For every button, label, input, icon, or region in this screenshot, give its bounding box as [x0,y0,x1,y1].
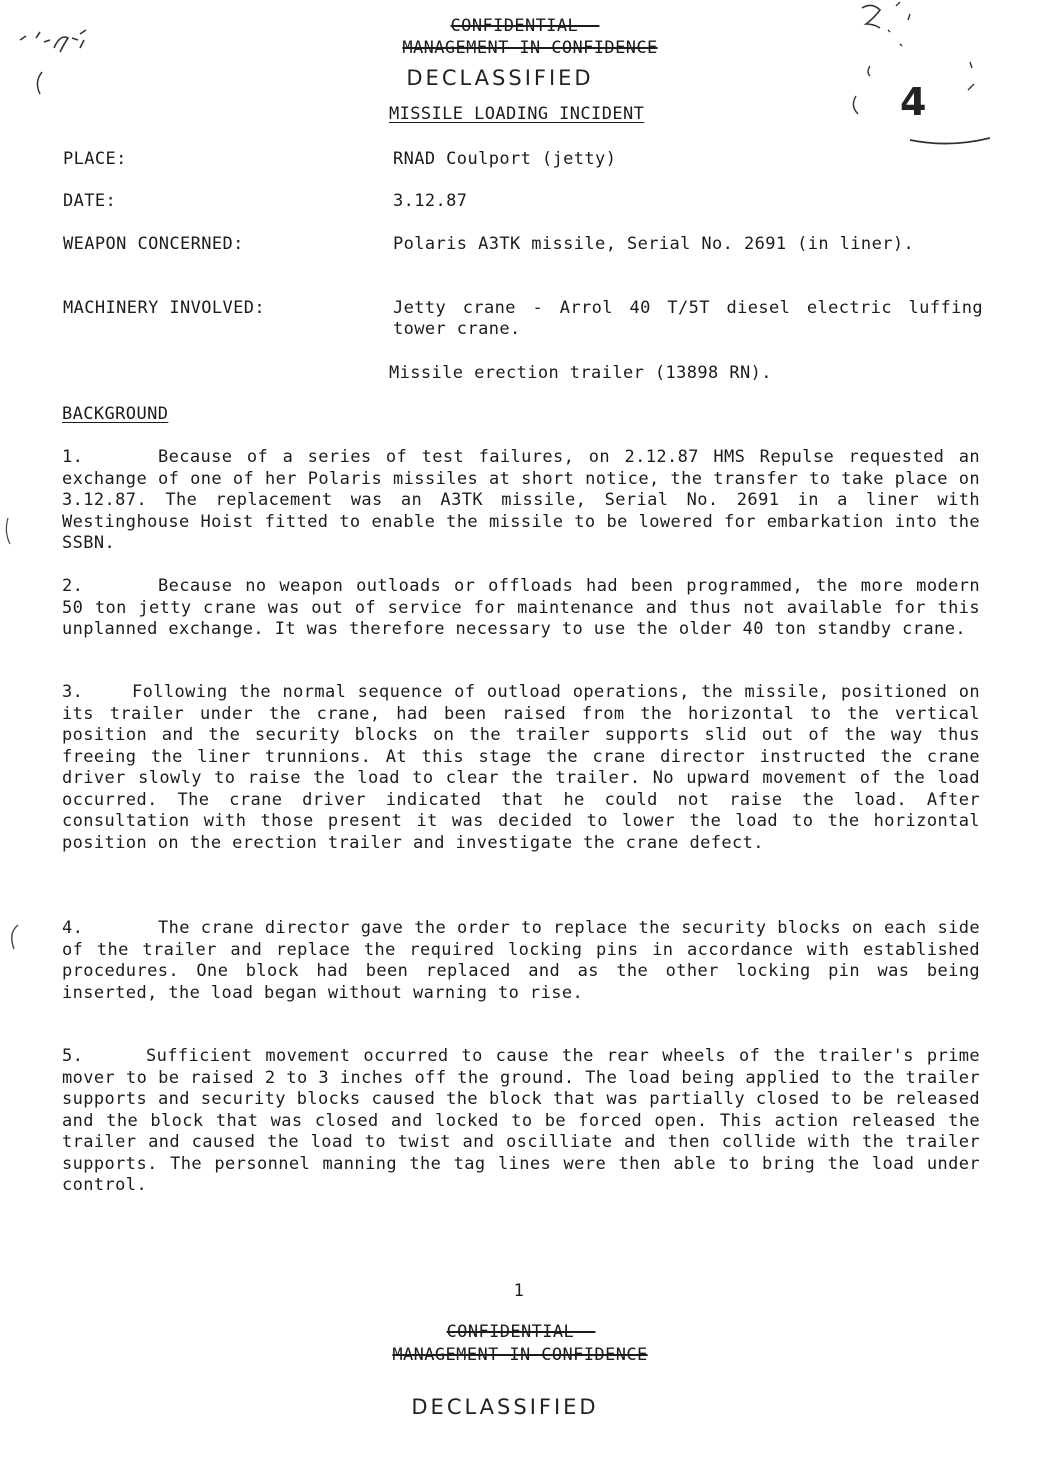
paragraph-text: Sufficient movement occurred to cause the rear wheels of the trailer's prime mover to be raised 2 to 3 inches off the ground. The load being applied to the trailer supports and security blocks caused the block that was partially closed to be released and the block that was closed and locked to be forced open. This action released the trailer and caused the load to twist and oscilliate and then collide with the trailer supports. The personnel manning the tag lines were then able to bring the load under control. [62,1046,980,1195]
footer-classification-management: MANAGEMENT IN CONFIDENCE [392,1345,648,1365]
paragraph-number: 3. [62,682,84,702]
section-heading-background: BACKGROUND [62,404,169,424]
field-value-machinery: Jetty crane - Arrol 40 T/5T diesel electric luffing tower crane. [393,298,983,339]
paragraph-4 [62,918,980,1004]
handwritten-page-mark-text: 4 [900,80,927,124]
paragraph-2 [62,576,980,641]
field-label-weapon: WEAPON CONCERNED: [63,234,244,254]
margin-mark-left [0,510,30,970]
paragraph-number: 5. [62,1046,84,1066]
paragraph-text: Following the normal sequence of outload operations, the missile, positioned on its trailer under the crane, had been raised from the horizontal to the vertical position and the security blocks on the trailer supports slid out of the way thus freeing the liner trunnions. At this stage the crane director instructed the crane driver slowly to raise the load to clear the trailer. No upward movement of the load occurred. The crane driver indicated that he could not raise the load. After consultation with those present it was decided to lower the load to the horizontal position on the erection trailer and investigate the crane defect. [62,682,980,853]
paragraph-text: Because of a series of test failures, on 2.12.87 HMS Repulse requested an exchange of one of her Polaris missiles at short notice, the transfer to take place on 3.12.87. The replacement was an A3TK missile, Serial No. 2691 in a liner with Westinghouse Hoist fitted to enable the missile to be lowered for embarkation into the SSBN. [62,447,980,553]
paragraph-3 [62,682,980,854]
paragraph-text: Because no weapon outloads or offloads had been programmed, the more modern 50 ton jetty crane was out of service for maintenance and thus not available for this unplanned exchange. It was therefore necessary to use the older 40 ton standby crane. [62,576,980,639]
paragraph-text: The crane director gave the order to replace the security blocks on each side of the trailer and replace the required locking pins in accordance with established procedures. One block had been replaced and as the other locking pin was being inserted, the load began without warning to rise. [62,918,980,1003]
paragraph-number: 4. [62,918,84,938]
footer-classification-confidential: CONFIDENTIAL - [446,1322,596,1342]
paragraph-number: 1. [62,447,84,467]
page-number: 1 [513,1281,525,1301]
field-label-date: DATE: [63,191,117,211]
document-title: MISSILE LOADING INCIDENT [389,104,645,124]
machinery-extra-value: Missile erection trailer (13898 RN). [389,363,772,383]
footer-declassified-stamp: DECLASSIFIED [411,1395,599,1419]
margin-scribble-top-left [14,18,104,98]
field-value-date: 3.12.87 [393,191,468,211]
paragraph-number: 2. [62,576,84,596]
field-label-machinery: MACHINERY INVOLVED: [63,298,266,318]
handwritten-page-mark [840,0,990,150]
field-value-weapon: Polaris A3TK missile, Serial No. 2691 (in liner). [393,234,915,254]
paragraph-1 [62,447,980,555]
field-value-place: RNAD Coulport (jetty) [393,149,617,169]
field-label-place: PLACE: [63,149,127,169]
paragraph-5 [62,1046,980,1197]
header-classification-confidential: CONFIDENTIAL - [450,16,600,36]
header-classification-management: MANAGEMENT IN CONFIDENCE [402,38,658,58]
header-declassified-stamp: DECLASSIFIED [406,66,594,90]
